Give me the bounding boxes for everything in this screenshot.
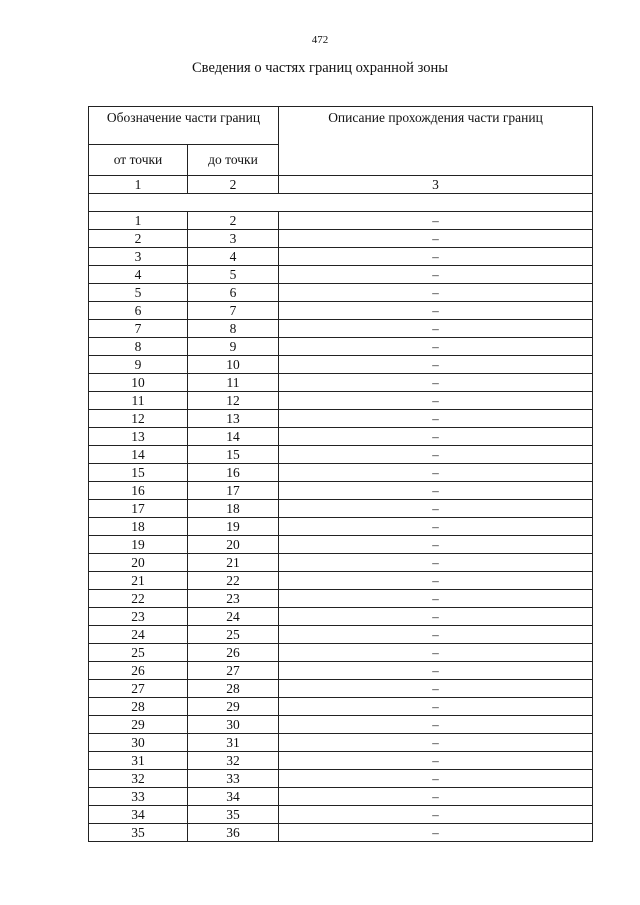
table-row (89, 608, 593, 626)
table-row (89, 554, 593, 572)
to-point-cell: 5 (188, 266, 279, 284)
column-number-1: 1 (89, 176, 188, 194)
from-point-cell: 18 (89, 518, 188, 536)
table-row (89, 500, 593, 518)
from-point-cell: 17 (89, 500, 188, 518)
to-point-cell: 36 (188, 824, 279, 842)
description-cell: – (279, 698, 593, 716)
to-point-cell: 30 (188, 716, 279, 734)
from-point-cell: 32 (89, 770, 188, 788)
table-row (89, 302, 593, 320)
document-title: Сведения о частях границ охранной зоны (192, 60, 448, 76)
table-row (89, 356, 593, 374)
description-cell: – (279, 500, 593, 518)
table-row (89, 662, 593, 680)
table-row (89, 824, 593, 842)
from-point-cell: 12 (89, 410, 188, 428)
table-row (89, 230, 593, 248)
table-row (89, 518, 593, 536)
from-point-cell: 9 (89, 356, 188, 374)
description-cell: – (279, 770, 593, 788)
from-point-cell: 7 (89, 320, 188, 338)
from-point-cell: 34 (89, 806, 188, 824)
description-cell: – (279, 230, 593, 248)
from-point-cell: 26 (89, 662, 188, 680)
from-point-cell: 15 (89, 464, 188, 482)
to-point-cell: 11 (188, 374, 279, 392)
table-row (89, 428, 593, 446)
description-cell: – (279, 374, 593, 392)
description-cell: – (279, 248, 593, 266)
from-point-cell: 13 (89, 428, 188, 446)
description-cell: – (279, 824, 593, 842)
to-point-cell: 24 (188, 608, 279, 626)
from-point-cell: 29 (89, 716, 188, 734)
from-point-cell: 28 (89, 698, 188, 716)
from-point-cell: 16 (89, 482, 188, 500)
table-row (89, 752, 593, 770)
description-cell: – (279, 590, 593, 608)
description-cell: – (279, 608, 593, 626)
table-row (89, 266, 593, 284)
table-row (89, 392, 593, 410)
table-row (89, 572, 593, 590)
description-cell: – (279, 446, 593, 464)
description-cell: – (279, 392, 593, 410)
from-point-cell: 5 (89, 284, 188, 302)
description-cell: – (279, 482, 593, 500)
to-point-cell: 16 (188, 464, 279, 482)
table-row (89, 212, 593, 230)
to-point-cell: 21 (188, 554, 279, 572)
from-point-cell: 21 (89, 572, 188, 590)
description-cell: – (279, 320, 593, 338)
description-cell: – (279, 752, 593, 770)
description-cell: – (279, 788, 593, 806)
to-point-cell: 31 (188, 734, 279, 752)
to-point-cell: 26 (188, 644, 279, 662)
header-boundary-description: Описание прохождения части границ (279, 107, 593, 176)
description-cell: – (279, 716, 593, 734)
description-cell: – (279, 626, 593, 644)
from-point-cell: 31 (89, 752, 188, 770)
header-boundary-designation: Обозначение части границ (89, 107, 279, 145)
table-body (89, 212, 593, 842)
to-point-cell: 6 (188, 284, 279, 302)
table-row (89, 626, 593, 644)
table-row (89, 338, 593, 356)
description-cell: – (279, 734, 593, 752)
from-point-cell: 35 (89, 824, 188, 842)
from-point-cell: 2 (89, 230, 188, 248)
to-point-cell: 10 (188, 356, 279, 374)
table-row (89, 248, 593, 266)
table-row (89, 464, 593, 482)
table-row (89, 374, 593, 392)
from-point-cell: 25 (89, 644, 188, 662)
from-point-cell: 33 (89, 788, 188, 806)
to-point-cell: 32 (188, 752, 279, 770)
table-row (89, 590, 593, 608)
table-row (89, 770, 593, 788)
from-point-cell: 8 (89, 338, 188, 356)
to-point-cell: 3 (188, 230, 279, 248)
description-cell: – (279, 212, 593, 230)
from-point-cell: 24 (89, 626, 188, 644)
from-point-cell: 22 (89, 590, 188, 608)
to-point-cell: 27 (188, 662, 279, 680)
from-point-cell: 3 (89, 248, 188, 266)
description-cell: – (279, 806, 593, 824)
to-point-cell: 29 (188, 698, 279, 716)
description-cell: – (279, 428, 593, 446)
from-point-cell: 30 (89, 734, 188, 752)
table-row (89, 788, 593, 806)
from-point-cell: 10 (89, 374, 188, 392)
page-number: 472 (311, 34, 329, 46)
to-point-cell: 12 (188, 392, 279, 410)
table-row (89, 680, 593, 698)
to-point-cell: 13 (188, 410, 279, 428)
table-row (89, 482, 593, 500)
to-point-cell: 15 (188, 446, 279, 464)
table-row (89, 734, 593, 752)
column-number-2: 2 (188, 176, 279, 194)
table-row (89, 446, 593, 464)
column-number-3: 3 (279, 176, 593, 194)
header-from-point: от точки (89, 145, 188, 176)
to-point-cell: 4 (188, 248, 279, 266)
description-cell: – (279, 680, 593, 698)
to-point-cell: 8 (188, 320, 279, 338)
description-cell: – (279, 518, 593, 536)
description-cell: – (279, 284, 593, 302)
to-point-cell: 34 (188, 788, 279, 806)
to-point-cell: 20 (188, 536, 279, 554)
description-cell: – (279, 266, 593, 284)
to-point-cell: 2 (188, 212, 279, 230)
table-row (89, 698, 593, 716)
from-point-cell: 23 (89, 608, 188, 626)
description-cell: – (279, 356, 593, 374)
from-point-cell: 20 (89, 554, 188, 572)
description-cell: – (279, 410, 593, 428)
table-row (89, 410, 593, 428)
description-cell: – (279, 464, 593, 482)
to-point-cell: 14 (188, 428, 279, 446)
description-cell: – (279, 662, 593, 680)
table-row (89, 284, 593, 302)
to-point-cell: 28 (188, 680, 279, 698)
description-cell: – (279, 572, 593, 590)
description-cell: – (279, 644, 593, 662)
table-row (89, 644, 593, 662)
from-point-cell: 11 (89, 392, 188, 410)
description-cell: – (279, 554, 593, 572)
from-point-cell: 1 (89, 212, 188, 230)
from-point-cell: 27 (89, 680, 188, 698)
to-point-cell: 19 (188, 518, 279, 536)
to-point-cell: 35 (188, 806, 279, 824)
to-point-cell: 9 (188, 338, 279, 356)
table-row (89, 536, 593, 554)
to-point-cell: 22 (188, 572, 279, 590)
to-point-cell: 23 (188, 590, 279, 608)
table-row (89, 320, 593, 338)
table-row (89, 716, 593, 734)
boundary-parts-table (88, 106, 593, 842)
description-cell: – (279, 302, 593, 320)
from-point-cell: 6 (89, 302, 188, 320)
section-spacer-row (89, 194, 593, 212)
to-point-cell: 33 (188, 770, 279, 788)
to-point-cell: 7 (188, 302, 279, 320)
description-cell: – (279, 338, 593, 356)
from-point-cell: 4 (89, 266, 188, 284)
description-cell: – (279, 536, 593, 554)
header-to-point: до точки (188, 145, 279, 176)
table-row (89, 806, 593, 824)
from-point-cell: 14 (89, 446, 188, 464)
to-point-cell: 18 (188, 500, 279, 518)
to-point-cell: 25 (188, 626, 279, 644)
from-point-cell: 19 (89, 536, 188, 554)
to-point-cell: 17 (188, 482, 279, 500)
